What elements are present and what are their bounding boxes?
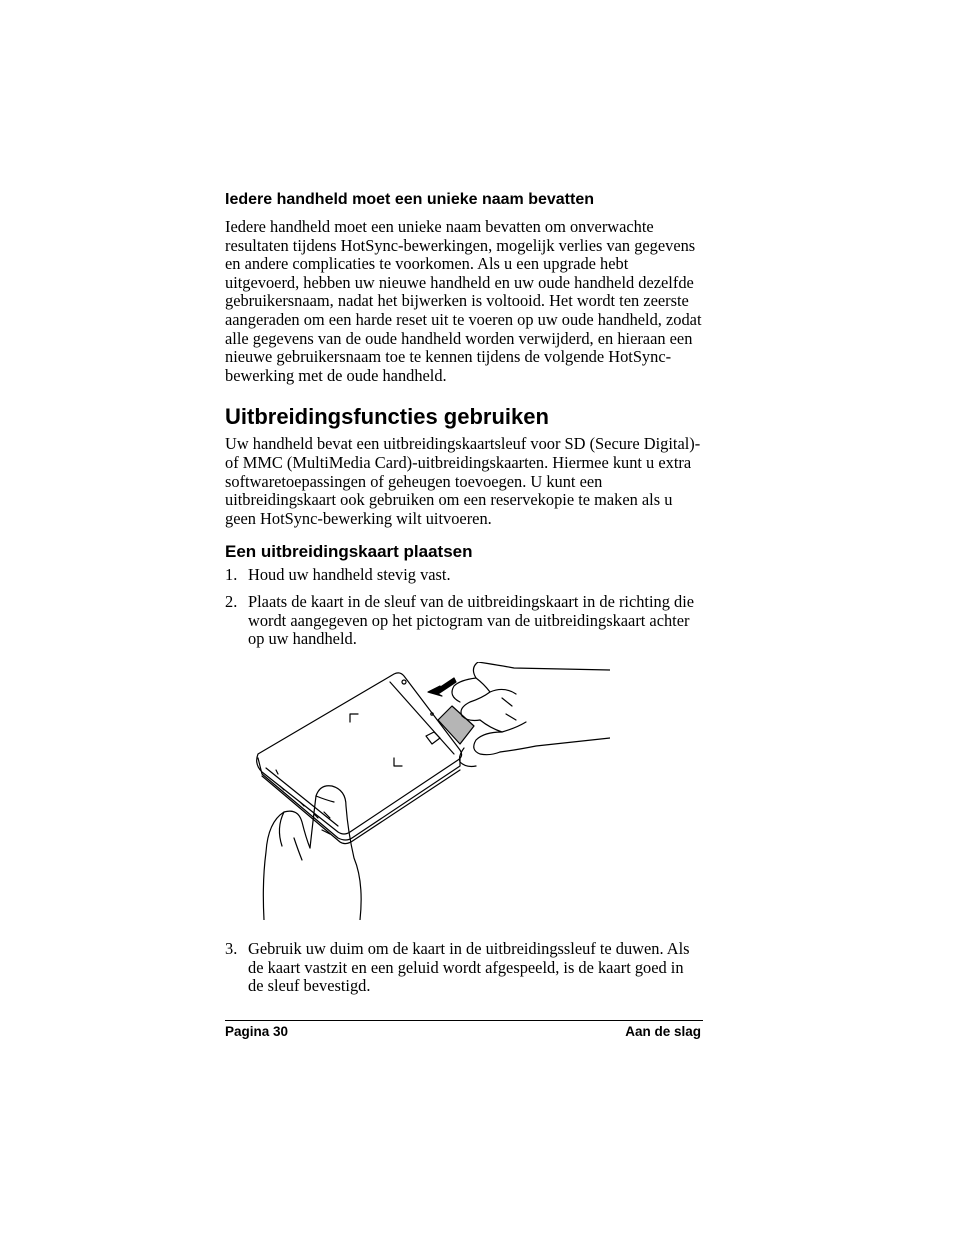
- paragraph-expansion: Uw handheld bevat een uitbreidingskaartsleuf voor SD (Secure Digital)- of MMC (MultiMedia Card)-uitbreidingskaarten. Hiermee kunt u extra softwaretoepassingen of geheugen toevoegen. U kunt een uitbreidingskaart ook gebruiken om een reservekopie te maken als u geen HotSync-bewerking wilt uitvoeren.: [225, 434, 701, 528]
- step-text: Houd uw handheld stevig vast.: [248, 565, 451, 585]
- step-1: [225, 566, 703, 585]
- page-footer: [225, 1024, 701, 1044]
- page-content: [225, 190, 703, 657]
- section-heading-unique-name: Iedere handheld moet een unieke naam bevatten: [225, 191, 594, 208]
- page-number: Pagina 30: [225, 1024, 289, 1039]
- paragraph-unique-name: Iedere handheld moet een unieke naam bevatten om onverwachte resultaten tijdens HotSync-bewerkingen, mogelijk verlies van gegevens en andere complicaties te voorkomen. Als u een upgrade hebt uitgevoerd, hebben uw nieuwe handheld en uw oude handheld dezelfde gebruikersnaam, nadat het bijwerken is voltooid. Het wordt ten zeerste aangeraden om een harde reset uit te voeren op uw oude handheld, zodat alle gegevens van de oude handheld worden verwijderd, en hieraan een nieuwe gebruikersnaam toe te kennen tijdens de volgende HotSync-bewerking met de oude handheld.: [225, 217, 702, 385]
- steps-list: [225, 566, 703, 648]
- step-text: Plaats de kaart in de sleuf van de uitbreidingskaart in de richting die wordt aangegeven op het pictogram van de uitbreidingskaart achter op uw handheld.: [248, 591, 695, 649]
- right-hand: [452, 662, 610, 767]
- section-heading-insert-card: Een uitbreidingskaart plaatsen: [225, 542, 473, 562]
- step-text: Gebruik uw duim om de kaart in de uitbreidingssleuf te duwen. Als de kaart vastzit en een geluid wordt afgespeeld, is de kaart goed in de sleuf bevestigd.: [248, 939, 690, 996]
- step-number: 1.: [225, 565, 238, 585]
- footer-divider: [225, 1020, 703, 1021]
- handheld-device: [257, 673, 462, 844]
- chapter-title: Aan de slag: [625, 1024, 701, 1039]
- step-number: 2.: [225, 591, 238, 611]
- step-3: [225, 940, 703, 1004]
- step-2: [225, 593, 703, 649]
- insert-card-illustration: [254, 662, 610, 920]
- step-number: 3.: [225, 939, 238, 958]
- section-heading-expansion: Uitbreidingsfuncties gebruiken: [225, 404, 549, 430]
